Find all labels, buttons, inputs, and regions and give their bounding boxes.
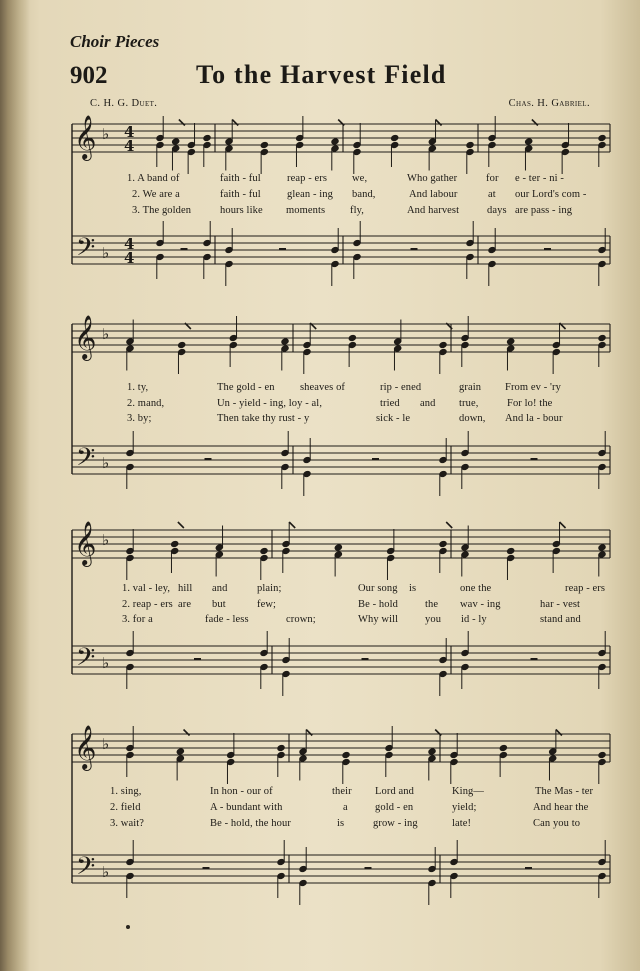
lyric-word: id - ly xyxy=(461,614,487,625)
lyric-word: reap - ers xyxy=(287,173,328,184)
lyric-word: rip - ened xyxy=(380,382,422,393)
note-head xyxy=(390,134,399,142)
lyric-word: 1. A band of xyxy=(127,173,180,184)
flat-sign: ♭ xyxy=(102,863,110,881)
lyric-word: a xyxy=(343,802,348,813)
lyric-word: hill xyxy=(178,583,193,594)
lyric-word: In hon - our of xyxy=(210,786,273,797)
lyric-word: is xyxy=(337,818,345,829)
lyric-word: but xyxy=(212,599,226,610)
lyric-word: 1. sing, xyxy=(110,786,142,797)
treble-clef: 𝄞 xyxy=(74,115,97,159)
time-signature: 4 xyxy=(124,249,135,267)
note-flag xyxy=(338,120,344,126)
lyric-word: And la - bour xyxy=(505,413,563,424)
lyric-word: moments xyxy=(286,205,326,216)
flat-sign: ♭ xyxy=(102,531,110,549)
lyric-word: our Lord's com - xyxy=(515,189,587,200)
treble-clef: 𝄞 xyxy=(74,725,97,769)
time-signature: 4 xyxy=(124,123,135,141)
lyric-word: 2. mand, xyxy=(127,398,165,409)
lyric-word: few; xyxy=(257,599,277,610)
flat-sign: ♭ xyxy=(102,125,110,143)
rest xyxy=(203,867,210,870)
flat-sign: ♭ xyxy=(102,454,110,472)
time-signature: 4 xyxy=(124,137,135,155)
rest xyxy=(362,658,369,661)
rest xyxy=(411,248,418,251)
note-flag xyxy=(179,120,185,126)
lyric-word: we, xyxy=(352,173,368,184)
composer-credit: Chas. H. Gabriel. xyxy=(508,98,590,109)
note-head xyxy=(598,334,607,342)
lyric-word: grain xyxy=(459,382,482,393)
note-head xyxy=(499,744,508,752)
flat-sign: ♭ xyxy=(102,735,110,753)
lyric-word: King— xyxy=(452,786,484,797)
note-head xyxy=(203,134,212,142)
lyric-word: 3. by; xyxy=(127,413,152,424)
lyric-word: For lo! the xyxy=(507,398,553,409)
rest xyxy=(279,248,286,251)
note-head xyxy=(177,341,186,349)
rest xyxy=(372,458,379,461)
lyric-word: reap - ers xyxy=(565,583,606,594)
lyric-word: And hear the xyxy=(533,802,589,813)
note-head xyxy=(170,540,179,548)
rest xyxy=(205,458,212,461)
lyric-word: 2. field xyxy=(110,802,141,813)
lyric-word: fade - less xyxy=(205,614,249,625)
lyric-word: 1. val - ley, xyxy=(122,583,171,594)
section-heading: Choir Pieces xyxy=(70,32,160,51)
note-head xyxy=(428,748,437,756)
hymn-title: To the Harvest Field xyxy=(196,60,447,89)
lyric-word: e - ter - ni - xyxy=(515,173,564,184)
note-flag xyxy=(289,522,295,528)
lyric-word: wav - ing xyxy=(460,599,501,610)
flat-sign: ♭ xyxy=(102,244,110,262)
lyric-word: Who gather xyxy=(407,173,458,184)
lyric-word: true, xyxy=(459,398,479,409)
note-flag xyxy=(184,730,190,736)
note-head xyxy=(260,141,269,149)
lyric-word: har - vest xyxy=(540,599,581,610)
rest xyxy=(531,458,538,461)
note-head xyxy=(466,141,475,149)
lyric-word: 3. The golden xyxy=(132,205,192,216)
note-head xyxy=(439,540,448,548)
lyric-word: for xyxy=(486,173,499,184)
rest xyxy=(181,248,188,251)
hymn-number: 902 xyxy=(70,62,108,89)
note-head xyxy=(260,547,269,555)
lyric-word: The gold - en xyxy=(217,382,275,393)
rest xyxy=(531,658,538,661)
note-flag xyxy=(232,120,238,126)
lyric-word: hours like xyxy=(220,205,263,216)
lyric-word: stand and xyxy=(540,614,581,625)
lyric-word: late! xyxy=(452,818,472,829)
lyric-word: Our song xyxy=(358,583,398,594)
lyric-word: Why will xyxy=(358,614,399,625)
lyric-word: glean - ing xyxy=(287,189,334,200)
lyric-word: their xyxy=(332,786,352,797)
lyric-word: 3. wait? xyxy=(110,818,145,829)
note-head xyxy=(331,138,340,146)
note-head xyxy=(334,544,343,552)
note-head xyxy=(598,544,607,552)
lyric-word: sheaves of xyxy=(300,382,346,393)
lyric-word: and xyxy=(420,398,436,409)
lyric-word: And labour xyxy=(409,189,458,200)
note-flag xyxy=(435,730,441,736)
lyric-word: and xyxy=(212,583,228,594)
lyric-word: Can you to xyxy=(533,818,581,829)
note-head xyxy=(277,744,286,752)
lyric-word: one the xyxy=(460,583,492,594)
lyric-word: you xyxy=(425,614,442,625)
time-signature: 4 xyxy=(124,235,135,253)
note-head xyxy=(524,138,533,146)
lyric-word: crown; xyxy=(286,614,316,625)
bass-clef: 𝄢 xyxy=(76,643,96,678)
lyric-word: plain; xyxy=(257,583,282,594)
lyric-word: band, xyxy=(352,189,376,200)
lyric-word: From ev - 'ry xyxy=(505,382,561,393)
lyric-word: And harvest xyxy=(407,205,460,216)
note-head xyxy=(598,751,607,759)
lyric-word: Lord and xyxy=(375,786,414,797)
note-flag xyxy=(306,730,312,736)
note-head xyxy=(176,748,185,756)
lyric-word: grow - ing xyxy=(373,818,418,829)
rest xyxy=(194,658,201,661)
printer-mark xyxy=(126,925,130,929)
lyric-word: days xyxy=(487,205,507,216)
lyric-word: the xyxy=(425,599,439,610)
note-head xyxy=(506,338,515,346)
lyric-word: is xyxy=(409,583,417,594)
lyric-word: 2. reap - ers xyxy=(122,599,173,610)
flat-sign: ♭ xyxy=(102,654,110,672)
bass-clef: 𝄢 xyxy=(76,443,96,478)
note-flag xyxy=(446,522,452,528)
lyric-word: 3. for a xyxy=(122,614,153,625)
lyric-word: 2. We are a xyxy=(132,189,180,200)
lyric-word: are xyxy=(178,599,192,610)
lyric-word: yield; xyxy=(452,802,477,813)
note-head xyxy=(342,751,351,759)
note-head xyxy=(348,334,357,342)
lyric-word: Be - hold xyxy=(358,599,398,610)
bass-clef: 𝄢 xyxy=(76,233,96,268)
note-head xyxy=(171,138,180,146)
lyric-word: Be - hold, the hour xyxy=(210,818,291,829)
lyric-word: at xyxy=(488,189,496,200)
arrangement-credit: C. H. G. Duet. xyxy=(90,98,158,109)
lyric-word: fly, xyxy=(350,205,365,216)
note-flag xyxy=(560,522,566,528)
treble-clef: 𝄞 xyxy=(74,521,97,565)
rest xyxy=(544,248,551,251)
note-flag xyxy=(556,730,562,736)
note-head xyxy=(439,341,448,349)
lyric-word: faith - ful xyxy=(220,173,261,184)
lyric-word: gold - en xyxy=(375,802,414,813)
bass-clef: 𝄢 xyxy=(76,852,96,887)
lyric-word: are pass - ing xyxy=(515,205,573,216)
note-flag xyxy=(436,120,442,126)
rest xyxy=(525,867,532,870)
rest xyxy=(365,867,372,870)
note-head xyxy=(281,338,290,346)
note-flag xyxy=(532,120,538,126)
lyric-word: Then take thy rust - y xyxy=(217,413,310,424)
lyric-word: Un - yield - ing, loy - al, xyxy=(217,398,323,409)
note-head xyxy=(598,134,607,142)
lyric-word: 1. ty, xyxy=(127,382,149,393)
flat-sign: ♭ xyxy=(102,325,110,343)
note-flag xyxy=(178,522,184,528)
treble-clef: 𝄞 xyxy=(74,315,97,359)
lyric-word: A - bundant with xyxy=(210,802,283,813)
lyric-word: tried xyxy=(380,398,400,409)
lyric-word: down, xyxy=(459,413,486,424)
lyric-word: The Mas - ter xyxy=(535,786,594,797)
lyric-word: sick - le xyxy=(376,413,411,424)
note-head xyxy=(506,547,515,555)
lyric-word: faith - ful xyxy=(220,189,261,200)
